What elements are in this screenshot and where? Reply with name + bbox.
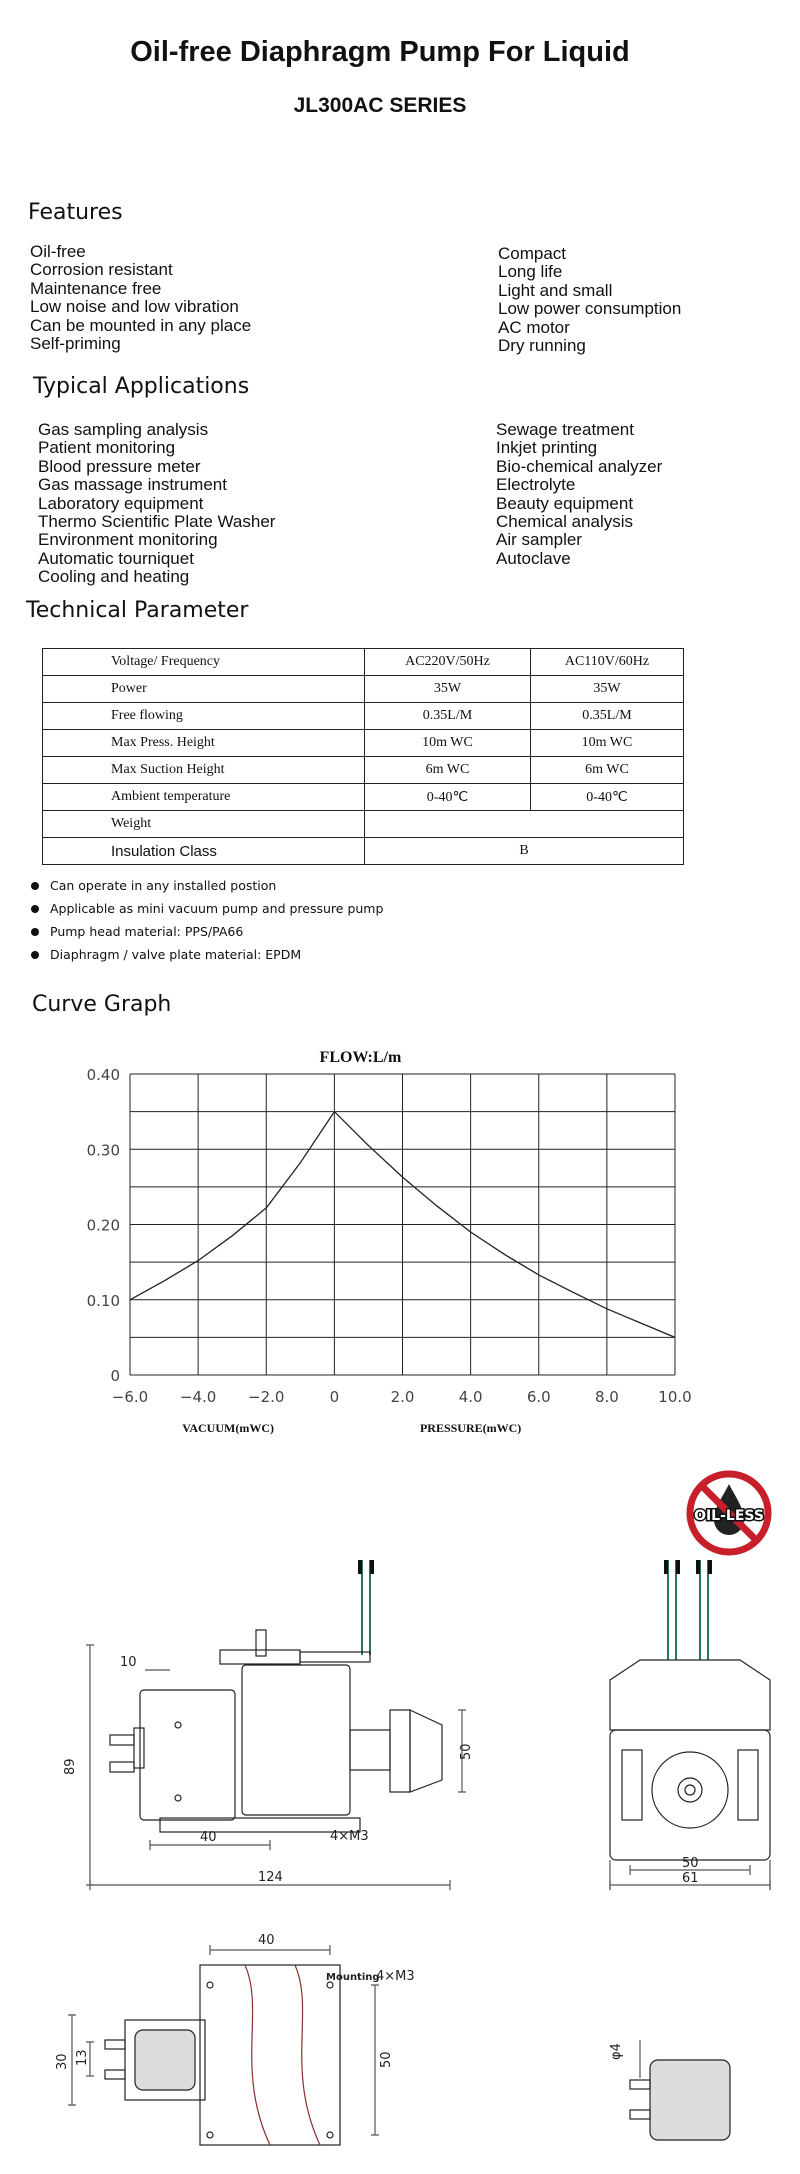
list-item: AC motor xyxy=(498,317,570,337)
dim-label: 61 xyxy=(682,1871,699,1886)
badge-label: OIL-LESS xyxy=(694,1508,764,1524)
list-item: Compact xyxy=(498,244,567,263)
table-row xyxy=(43,838,684,865)
list-item: Thermo Scientific Plate Washer xyxy=(38,512,276,532)
table-cell: AC110V/60Hz xyxy=(531,649,684,676)
dim-label: 30 xyxy=(55,2053,70,2070)
list-item: Gas sampling analysis xyxy=(38,420,209,439)
table-cell: 35W xyxy=(531,676,684,703)
dim-label: 40 xyxy=(258,1933,275,1948)
table-cell: Ambient temperature xyxy=(43,784,365,811)
list-item: Electrolyte xyxy=(496,475,576,495)
notes-list xyxy=(30,874,383,966)
dim-label: 50 xyxy=(682,1856,699,1871)
table-row xyxy=(43,757,684,784)
list-item xyxy=(30,874,383,897)
dim-label: 50 xyxy=(459,1743,474,1760)
list-item: Dry running xyxy=(498,336,586,356)
list-item: Oil-free xyxy=(30,242,86,261)
list-item: Cooling and heating xyxy=(38,567,190,587)
x-tick-label: −6.0 xyxy=(111,1388,149,1406)
page-title: Oil-free Diaphragm Pump For Liquid xyxy=(130,36,630,68)
x-tick-label: 0 xyxy=(329,1388,340,1406)
list-item xyxy=(30,897,383,920)
table-cell: 6m WC xyxy=(365,757,531,784)
note-text: Applicable as mini vacuum pump and pressure pump xyxy=(50,901,384,916)
table-cell: Max Suction Height xyxy=(43,757,365,784)
list-item: Long life xyxy=(498,262,563,282)
pump-head-drawing xyxy=(600,2030,740,2150)
x-tick-label: 4.0 xyxy=(458,1388,483,1406)
table-cell: 0-40℃ xyxy=(531,784,684,811)
dim-label: 89 xyxy=(63,1758,78,1775)
x-tick-label: −2.0 xyxy=(248,1388,285,1406)
list-item: Self-priming xyxy=(30,334,121,354)
applications-list-right xyxy=(496,421,662,568)
dim-label: 10 xyxy=(120,1655,137,1670)
dim-label: 40 xyxy=(200,1830,217,1845)
note-text: Pump head material: PPS/PA66 xyxy=(50,924,244,939)
x-axis-label-pressure: PRESSURE(mWC) xyxy=(419,1421,522,1435)
list-item: Gas massage instrument xyxy=(38,475,227,495)
dim-label: φ4 xyxy=(609,2043,624,2060)
table-cell: Free flowing xyxy=(43,703,365,730)
features-heading: Features xyxy=(28,200,123,225)
applications-list-left xyxy=(38,421,275,587)
front-view-drawing xyxy=(60,1560,480,1920)
top-view-drawing xyxy=(50,1930,415,2170)
bullet-icon xyxy=(31,882,39,890)
dim-label: 13 xyxy=(75,2049,90,2066)
table-cell: Max Press. Height xyxy=(43,730,365,757)
list-item: Sewage treatment xyxy=(496,420,634,439)
side-view-drawing xyxy=(600,1560,780,1920)
table-cell: 0.35L/M xyxy=(365,703,531,730)
table-cell: 0-40℃ xyxy=(365,784,531,811)
insulation-value: B xyxy=(365,838,684,865)
table-cell: 10m WC xyxy=(365,730,531,757)
list-item: Blood pressure meter xyxy=(38,456,201,476)
list-item: Chemical analysis xyxy=(496,512,633,532)
list-item: Maintenance free xyxy=(30,278,162,298)
dim-label: 50 xyxy=(379,2051,394,2068)
table-row xyxy=(43,730,684,757)
list-item: Inkjet printing xyxy=(496,438,598,458)
list-item: Bio-chemical analyzer xyxy=(496,456,663,476)
list-item: Autoclave xyxy=(496,548,571,568)
table-cell: 10m WC xyxy=(531,730,684,757)
y-tick-label: 0.30 xyxy=(86,1141,120,1160)
bullet-icon xyxy=(31,951,39,959)
x-tick-label: 8.0 xyxy=(594,1388,619,1406)
bullet-icon xyxy=(31,928,39,936)
table-cell xyxy=(365,811,684,838)
oil-less-badge xyxy=(684,1468,774,1558)
x-tick-label: 10.0 xyxy=(658,1388,692,1406)
y-tick-label: 0.40 xyxy=(86,1066,120,1084)
list-item: Can be mounted in any place xyxy=(30,315,252,335)
table-row xyxy=(43,676,684,703)
dim-label: 4×M3 xyxy=(330,1829,369,1844)
series-subtitle: JL300AC SERIES xyxy=(293,94,467,117)
chart-title: FLOW:L/m xyxy=(319,1049,402,1066)
y-tick-label: 0.20 xyxy=(86,1216,120,1235)
applications-heading: Typical Applications xyxy=(33,374,250,399)
table-cell: AC220V/50Hz xyxy=(365,649,531,676)
list-item: Low noise and low vibration xyxy=(30,297,239,317)
x-tick-label: −4.0 xyxy=(179,1388,217,1406)
table-cell: Weight xyxy=(43,811,365,838)
table-row xyxy=(43,649,684,676)
table-cell: 0.35L/M xyxy=(531,703,684,730)
note-text: Diaphragm / valve plate material: EPDM xyxy=(50,947,302,962)
list-item xyxy=(30,943,383,966)
list-item: Laboratory equipment xyxy=(38,493,204,513)
list-item: Environment monitoring xyxy=(38,530,218,550)
note-text: Can operate in any installed postion xyxy=(50,878,277,893)
table-row xyxy=(43,703,684,730)
x-tick-label: 6.0 xyxy=(526,1388,551,1406)
table-cell: Voltage/ Frequency xyxy=(43,649,365,676)
list-item: Low power consumption xyxy=(498,299,682,319)
table-cell: 35W xyxy=(365,676,531,703)
list-item: Beauty equipment xyxy=(496,493,634,513)
curve-heading: Curve Graph xyxy=(32,992,172,1017)
dim-label: Mounting xyxy=(326,1972,380,1983)
list-item: Patient monitoring xyxy=(38,438,176,458)
bullet-icon xyxy=(31,905,39,913)
table-row xyxy=(43,784,684,811)
y-tick-label: 0 xyxy=(110,1367,120,1385)
list-item: Light and small xyxy=(498,280,613,300)
table-cell: Power xyxy=(43,676,365,703)
x-axis-label-vacuum: VACUUM(mWC) xyxy=(182,1421,275,1435)
parameter-table xyxy=(42,648,684,865)
list-item: Air sampler xyxy=(496,530,582,550)
flow-curve-chart xyxy=(40,1040,760,1435)
table-row xyxy=(43,811,684,838)
list-item xyxy=(30,920,383,943)
y-tick-label: 0.10 xyxy=(86,1291,120,1310)
list-item: Automatic tourniquet xyxy=(38,548,194,568)
insulation-label: Insulation Class xyxy=(43,838,365,865)
dim-label: 4×M3 xyxy=(376,1969,415,1984)
table-cell: 6m WC xyxy=(531,757,684,784)
technical-heading: Technical Parameter xyxy=(26,598,249,623)
list-item: Corrosion resistant xyxy=(30,260,173,280)
features-list-right xyxy=(498,245,681,355)
features-list-left xyxy=(30,243,251,353)
dim-label: 124 xyxy=(258,1870,283,1885)
x-tick-label: 2.0 xyxy=(390,1388,415,1406)
